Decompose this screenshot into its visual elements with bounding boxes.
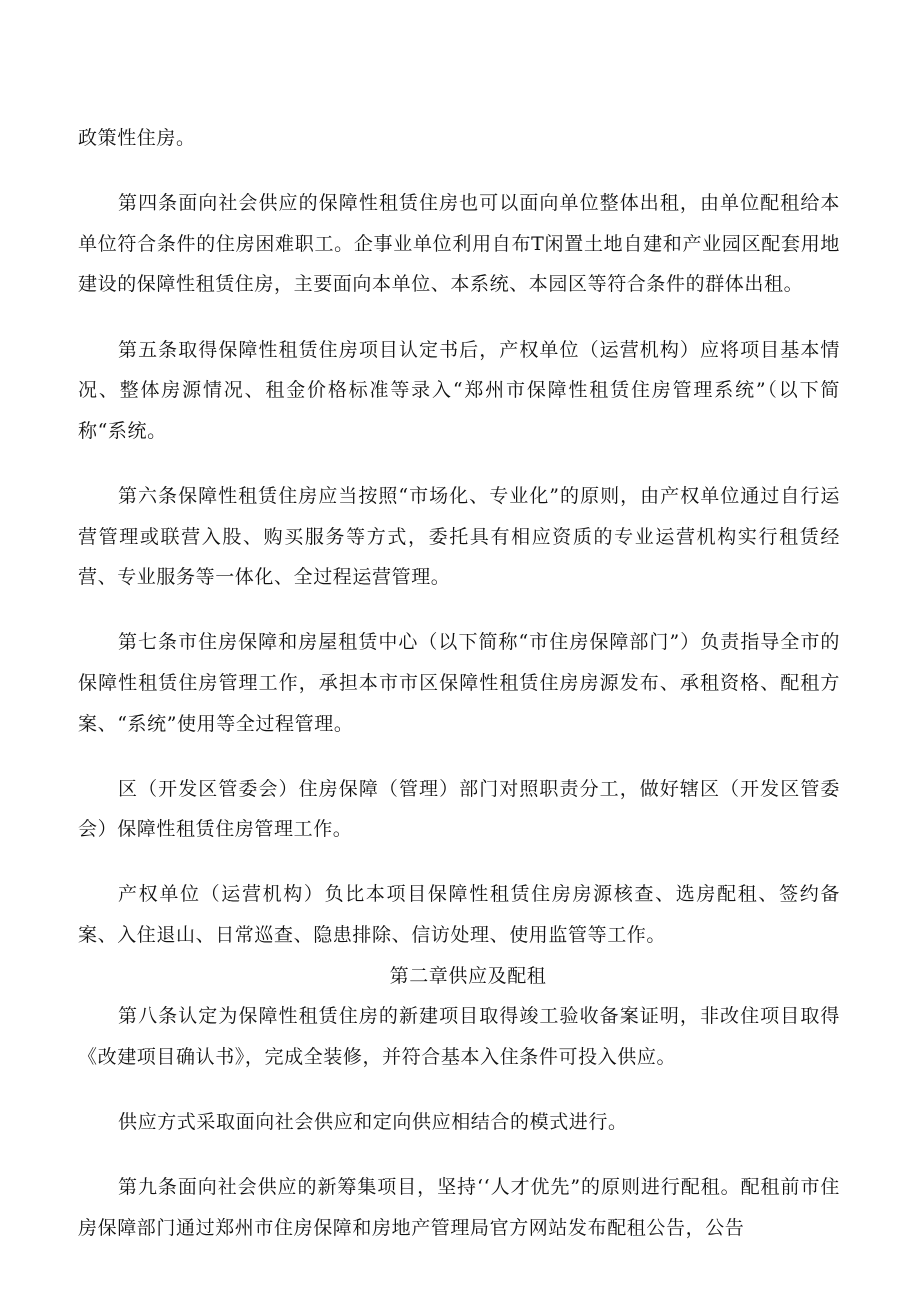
paragraph-article-8: 第八条认定为保障性租赁住房的新建项目取得竣工验收备案证明，非改住项目取得《改建项目确认书》，完成全装修，并符合基本入住条件可投入供应。 <box>78 1005 840 1068</box>
paragraph-article-9: 第九条面向社会供应的新筹集项目，坚持‘‘人才优先”的原则进行配租。配租前市住房保障部门通过郑州市住房保障和房地产管理局官方网站发布配租公告，公告 <box>78 1176 840 1239</box>
paragraph-article-4: 第四条面向社会供应的保障性租赁住房也可以面向单位整体出租，由单位配租给本单位符合条件的住房困难职工。企事业单位利用自布T闲置土地自建和产业园区配套用地建设的保障性租赁住房，主要面向本单位、本系统、本园区等符合条件的群体出租。 <box>78 192 840 296</box>
paragraph-district-duties: 区（开发区管委会）住房保障（管理）部门对照职责分工，做好辖区（开发区管委会）保障性租赁住房管理工作。 <box>78 777 840 841</box>
chapter-heading: 第二章供应及配租 <box>389 964 547 987</box>
paragraph-article-7: 第七条市住房保障和房屋租赁中心（以下简称“市住房保障部门”）负责指导全市的保障性租赁住房管理工作，承担本市市区保障性租赁住房房源发布、承租资格、配租方案、“系统”使用等全过程管理。 <box>78 631 840 735</box>
paragraph-owner-duties: 产权单位（运营机构）负比本项目保障性租赁住房房源核查、选房配租、签约备案、入住退山、日常巡查、隐患排除、信访处理、使用监管等工作。 <box>78 883 840 947</box>
paragraph-article-6: 第六条保障性租赁住房应当按照“市场化、专业化”的原则，由产权单位通过自行运营管理或联营入股、购买服务等方式，委托具有相应资质的专业运营机构实行租赁经营、专业服务等一体化、全过程运营管理。 <box>78 484 840 589</box>
paragraph-continuation: 政策性住房。 <box>78 127 196 149</box>
paragraph-article-5: 第五条取得保障性租赁住房项目认定书后，产权单位（运营机构）应将项目基本情况、整体房源情况、租金价格标准等录入“郑州市保障性租赁住房管理系统”（以下简称“系统。 <box>78 338 840 442</box>
document-body <box>78 118 840 1273</box>
paragraph-supply-mode: 供应方式采取面向社会供应和定向供应相结合的模式进行。 <box>118 1111 628 1134</box>
